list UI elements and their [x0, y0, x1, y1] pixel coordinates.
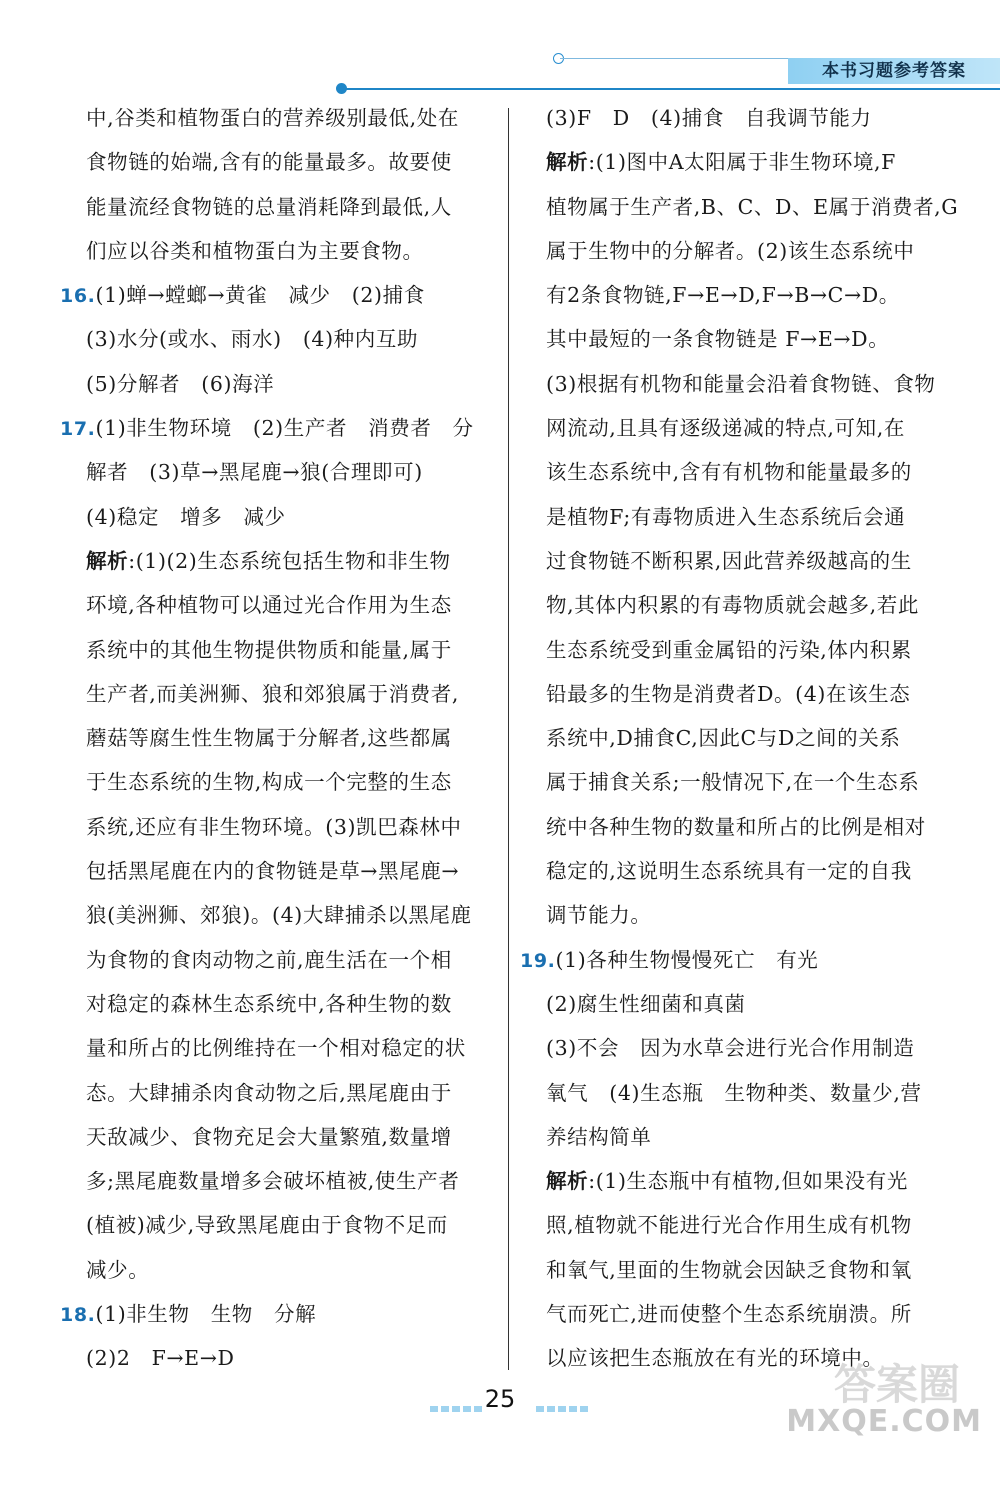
text-line	[520, 450, 952, 494]
line-text: 生产者,而美洲狮、狼和郊狼属于消费者,	[86, 681, 459, 706]
text-line	[60, 317, 490, 361]
line-text: 态。大肆捕杀肉食动物之后,黑尾鹿由于	[86, 1080, 452, 1105]
text-line	[520, 982, 952, 1026]
text-line	[60, 1115, 490, 1159]
line-text: (1)蝉→螳螂→黄雀 减少 (2)捕食	[95, 283, 425, 308]
line-text: 包括黑尾鹿在内的食物链是草→黑尾鹿→	[86, 859, 460, 884]
line-text: 解者 (3)草→黑尾鹿→狼(合理即可)	[86, 460, 423, 485]
text-line	[520, 672, 952, 716]
text-line	[60, 760, 490, 804]
line-text: (植被)减少,导致黑尾鹿由于食物不足而	[86, 1213, 448, 1238]
line-text: 稳定的,这说明生态系统具有一定的自我	[546, 859, 912, 884]
line-text: 天敌减少、食物充足会大量繁殖,数量增	[86, 1124, 452, 1149]
analysis-label: 解析	[86, 548, 129, 573]
text-line	[520, 96, 952, 140]
line-text: 蘑菇等腐生性生物属于分解者,这些都属	[86, 726, 452, 751]
text-line	[60, 1336, 490, 1380]
left-column	[60, 96, 490, 1381]
line-text: (1)非生物 生物 分解	[95, 1302, 317, 1327]
line-text: 有2条食物链,F→E→D,F→B→C→D。	[546, 283, 900, 308]
text-line	[520, 805, 952, 849]
line-text: 植物属于生产者,B、C、D、E属于消费者,G	[546, 194, 959, 219]
text-line	[520, 1071, 952, 1115]
text-line	[60, 982, 490, 1026]
line-text: 物,其体内积累的有毒物质就会越多,若此	[546, 593, 919, 618]
text-line	[520, 229, 952, 273]
line-text: :(1)生态瓶中有植物,但如果没有光	[588, 1169, 908, 1194]
text-line	[60, 273, 490, 317]
text-line	[520, 583, 952, 627]
line-text: :(1)(2)生态系统包括生物和非生物	[128, 548, 451, 573]
line-text: (1)各种生物慢慢死亡 有光	[555, 947, 819, 972]
line-text: 照,植物就不能进行光合作用生成有机物	[546, 1213, 912, 1238]
text-line	[60, 406, 490, 450]
line-text: 属于捕食关系;一般情况下,在一个生态系	[546, 770, 920, 795]
line-text: (4)稳定 增多 减少	[86, 504, 286, 529]
line-text: 们应以谷类和植物蛋白为主要食物。	[86, 238, 424, 263]
header-title: 本书习题参考答案	[788, 58, 1000, 84]
analysis-label: 解析	[546, 150, 589, 175]
text-line	[60, 96, 490, 140]
text-line	[60, 672, 490, 716]
line-text: 该生态系统中,含有有机物和能量最多的	[546, 460, 912, 485]
text-line	[520, 1292, 952, 1336]
line-text: 量和所占的比例维持在一个相对稳定的状	[86, 1036, 466, 1061]
text-line	[520, 495, 952, 539]
line-text: 和氧气,里面的生物就会因缺乏食物和氧	[546, 1257, 912, 1282]
right-column	[520, 96, 959, 1381]
watermark-text: MXQE.COM	[786, 1404, 982, 1439]
text-line	[520, 1203, 952, 1247]
line-text: 对稳定的森林生态系统中,各种生物的数	[86, 991, 452, 1016]
text-line	[520, 938, 952, 982]
text-line	[60, 849, 490, 893]
text-line	[520, 140, 952, 184]
text-line	[60, 716, 490, 760]
text-line	[60, 1026, 490, 1070]
line-text: 减少。	[86, 1257, 150, 1282]
text-line	[60, 450, 490, 494]
line-text: 养结构简单	[546, 1124, 652, 1149]
text-line	[520, 849, 952, 893]
line-text: (3)水分(或水、雨水) (4)种内互助	[86, 327, 419, 352]
line-text: 生态系统受到重金属铅的污染,体内积累	[546, 637, 912, 662]
question-number: 16.	[60, 285, 96, 308]
text-line	[60, 229, 490, 273]
line-text: 中,谷类和植物蛋白的营养级别最低,处在	[86, 106, 459, 130]
watermark-logo: 答案圈	[833, 1360, 960, 1409]
text-line	[60, 1159, 490, 1203]
column-divider	[508, 108, 509, 1370]
line-text: (3)F D (4)捕食 自我调节能力	[546, 106, 872, 130]
line-text: (5)分解者 (6)海洋	[86, 371, 275, 396]
text-line	[520, 1159, 952, 1203]
line-text: 气而死亡,进而使整个生态系统崩溃。所	[546, 1302, 912, 1327]
line-text: 以应该把生态瓶放在有光的环境中。	[546, 1346, 884, 1371]
text-line	[520, 893, 952, 937]
line-text: :(1)图中A太阳属于非生物环境,F	[588, 150, 896, 175]
header-rule	[340, 88, 1000, 90]
line-text: 狼(美洲狮、郊狼)。(4)大肆捕杀以黑尾鹿	[86, 903, 472, 928]
text-line	[60, 1292, 490, 1336]
header-thin-line	[560, 58, 790, 59]
text-line	[60, 362, 490, 406]
text-line	[520, 716, 952, 760]
text-line	[60, 893, 490, 937]
text-line	[60, 938, 490, 982]
question-number: 17.	[60, 418, 96, 441]
text-line	[60, 628, 490, 672]
text-line	[60, 805, 490, 849]
footer-dots-right	[536, 1397, 591, 1405]
text-line	[60, 583, 490, 627]
text-line	[60, 539, 490, 583]
text-line	[520, 760, 952, 804]
line-text: 调节能力。	[546, 903, 652, 928]
line-text: 环境,各种植物可以通过光合作用为生态	[86, 593, 452, 618]
text-line	[520, 539, 952, 583]
question-number: 19.	[520, 949, 556, 972]
text-line	[60, 140, 490, 184]
line-text: 系统中,D捕食C,因此C与D之间的关系	[546, 726, 901, 751]
line-text: (3)不会 因为水草会进行光合作用制造	[546, 1036, 915, 1061]
text-line	[520, 362, 952, 406]
text-line	[60, 1248, 490, 1292]
line-text: 多;黑尾鹿数量增多会破坏植被,使生产者	[86, 1169, 460, 1194]
line-text: (3)根据有机物和能量会沿着食物链、食物	[546, 371, 936, 396]
line-text: 铅最多的生物是消费者D。(4)在该生态	[546, 681, 911, 706]
page-number: 25	[484, 1385, 516, 1413]
line-text: (1)非生物环境 (2)生产者 消费者 分	[95, 416, 474, 441]
line-text: 氧气 (4)生态瓶 生物种类、数量少,营	[546, 1080, 922, 1105]
question-number: 18.	[60, 1304, 96, 1327]
line-text: 统中各种生物的数量和所占的比例是相对	[546, 814, 926, 839]
text-line	[520, 273, 952, 317]
line-text: 于生态系统的生物,构成一个完整的生态	[86, 770, 452, 795]
line-text: 食物链的始端,含有的能量最多。故要使	[86, 150, 452, 175]
line-text: 是植物F;有毒物质进入生态系统后会通	[546, 504, 906, 529]
text-line	[60, 1071, 490, 1115]
text-line	[520, 1115, 952, 1159]
text-line	[60, 495, 490, 539]
line-text: 过食物链不断积累,因此营养级越高的生	[546, 548, 912, 573]
analysis-label: 解析	[546, 1169, 589, 1194]
line-text: (2)腐生性细菌和真菌	[546, 991, 746, 1016]
text-line	[520, 185, 959, 229]
text-line	[520, 628, 952, 672]
text-line	[520, 1248, 952, 1292]
text-line	[520, 406, 952, 450]
line-text: 属于生物中的分解者。(2)该生态系统中	[546, 238, 915, 263]
line-text: 其中最短的一条食物链是 F→E→D。	[546, 327, 890, 352]
line-text: 能量流经食物链的总量消耗降到最低,人	[86, 194, 452, 219]
line-text: 系统中的其他生物提供物质和能量,属于	[86, 637, 452, 662]
text-line	[60, 1203, 490, 1247]
text-line	[520, 1026, 952, 1070]
line-text: 为食物的食肉动物之前,鹿生活在一个相	[86, 947, 452, 972]
text-line	[60, 185, 490, 229]
line-text: 网流动,且具有逐级递减的特点,可知,在	[546, 416, 905, 441]
line-text: (2)2 F→E→D	[86, 1346, 235, 1371]
line-text: 系统,还应有非生物环境。(3)凯巴森林中	[86, 814, 462, 839]
text-line	[520, 317, 952, 361]
